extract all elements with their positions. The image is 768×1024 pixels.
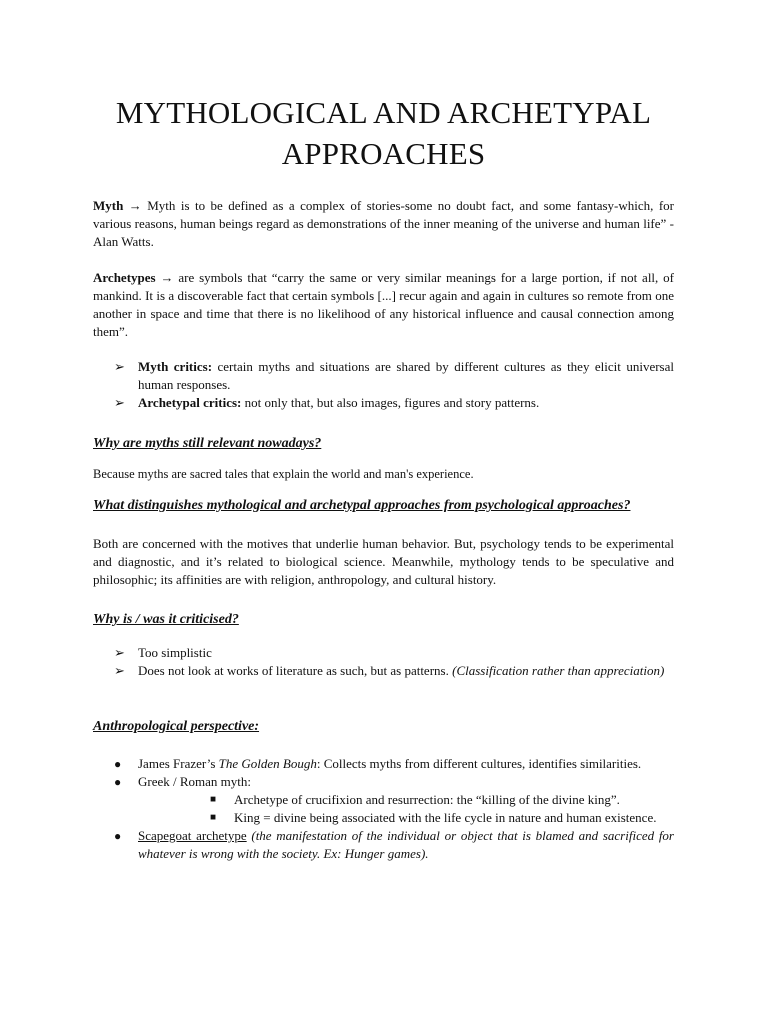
- criticism-text: Too simplistic: [138, 645, 212, 660]
- critic-text: certain myths and situations are shared by different cultures as they elicit universal human responses.: [138, 359, 674, 392]
- list-item: [114, 644, 674, 662]
- myth-definition: [93, 197, 674, 251]
- myth-term: Myth: [93, 198, 124, 213]
- anthropological-list: [114, 755, 674, 863]
- arrow-bullet-icon: ➢: [114, 359, 125, 374]
- list-item: [210, 791, 674, 809]
- question-distinguish-answer: Both are concerned with the motives that underlie human behavior. But, psychology tends to be experimental and diagnostic, and it’s related to biological science. Meanwhile, mythology tends to be speculative and philosophic; its affinities are with religion, anthropology, and cultural history.: [93, 536, 674, 587]
- greek-roman-label: Greek / Roman myth:: [138, 774, 252, 789]
- arrow-bullet-icon: ➢: [114, 663, 125, 678]
- question-distinguish-heading: What distinguishes mythological and archetypal approaches from psychological approaches?: [93, 498, 631, 513]
- list-item: [114, 755, 674, 773]
- bullet-dot-icon: ●: [114, 775, 122, 789]
- critic-term: Archetypal critics:: [138, 395, 242, 410]
- anthropological-heading: Anthropological perspective:: [93, 719, 260, 734]
- critics-list: [114, 358, 674, 412]
- list-item: [114, 358, 674, 394]
- question-relevance-heading: Why are myths still relevant nowadays?: [93, 436, 322, 451]
- archetypes-text: are symbols that “carry the same or very similar meanings for a large portion, if not all, of mankind. It is a discoverable fact that certain symbols [...] recur again and again in cultures so remote from one another in space and time that there is no likelihood of any historical influence and causal connection among them”.: [93, 270, 675, 339]
- myth-arrow: →: [128, 198, 142, 213]
- list-item: [114, 773, 674, 827]
- title-line-2: APPROACHES: [281, 136, 486, 171]
- frazer-text: James Frazer’s: [138, 756, 219, 771]
- critic-text: not only that, but also images, figures and story patterns.: [241, 395, 540, 410]
- subitem-text: Archetype of crucifixion and resurrection: the “killing of the divine king”.: [234, 792, 620, 807]
- list-item: [114, 394, 674, 412]
- archetypes-definition: [93, 269, 674, 341]
- criticism-list: [114, 644, 674, 680]
- page-title: [93, 92, 674, 174]
- list-item: [210, 809, 674, 827]
- critic-term: Myth critics:: [138, 359, 213, 374]
- list-item: [114, 827, 674, 863]
- archetypes-arrow: →: [160, 270, 174, 285]
- book-title: The Golden Bough: [218, 756, 317, 771]
- question-criticised-heading: Why is / was it criticised?: [93, 612, 239, 627]
- arrow-bullet-icon: ➢: [114, 395, 125, 410]
- scapegoat-term: Scapegoat archetype: [138, 828, 247, 843]
- myth-text: Myth is to be defined as a complex of stories-some no doubt fact, and some fantasy-which, for various reasons, human beings regard as demonstrations of the inner meaning of the universe and human life” -Alan Watts.: [93, 198, 675, 249]
- bullet-dot-icon: ●: [114, 757, 122, 771]
- square-bullet-icon: ■: [210, 794, 217, 805]
- title-line-1: MYTHOLOGICAL AND ARCHETYPAL: [115, 95, 652, 130]
- archetypes-term: Archetypes: [93, 270, 156, 285]
- arrow-bullet-icon: ➢: [114, 645, 125, 660]
- scapegoat-definition: (the manifestation of the individual or object that is blamed and sacrificed for whatever is wrong with the society. Ex: Hunger games).: [138, 828, 674, 861]
- frazer-text-post: : Collects myths from different cultures, identifies similarities.: [316, 756, 642, 771]
- question-relevance-answer: Because myths are sacred tales that explain the world and man's experience.: [93, 467, 474, 481]
- criticism-italic-note: (Classification rather than appreciation): [452, 663, 665, 678]
- greek-roman-sublist: [210, 791, 674, 827]
- subitem-text: King = divine being associated with the life cycle in nature and human existence.: [234, 810, 657, 825]
- criticism-text: Does not look at works of literature as such, but as patterns.: [138, 663, 453, 678]
- list-item: [114, 662, 674, 680]
- square-bullet-icon: ■: [210, 812, 217, 823]
- document-page: [93, 0, 674, 863]
- bullet-dot-icon: ●: [114, 829, 122, 843]
